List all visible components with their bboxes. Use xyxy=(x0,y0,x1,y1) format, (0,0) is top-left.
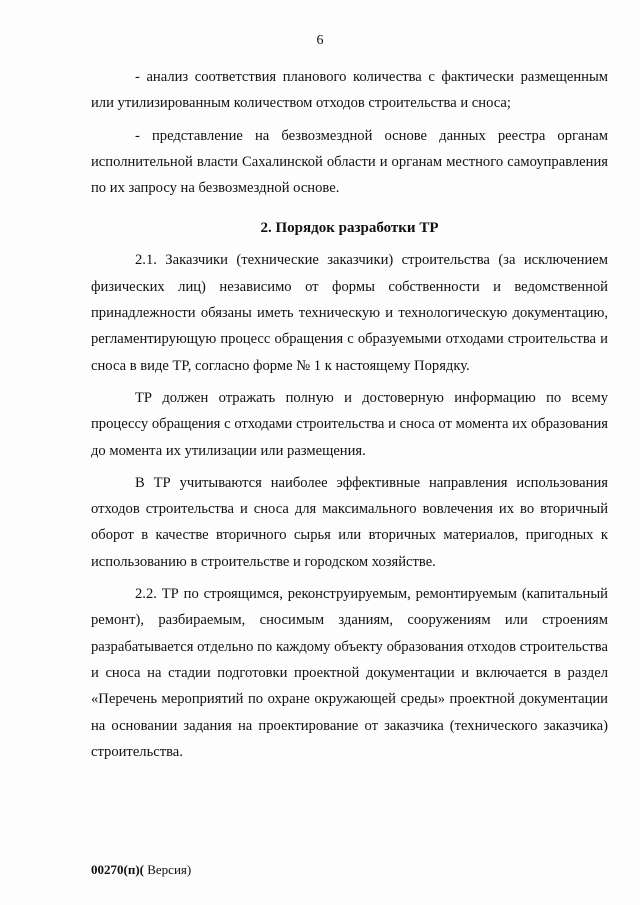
bullet-paragraph: - представление на безвозмездной основе данных реестра органам исполнительной власти Сахалинской области и органам местного самоуправления по их запросу на безвозмездной основе. xyxy=(91,127,608,197)
page-number: 6 xyxy=(316,33,324,48)
version-code: 00270(п)( xyxy=(91,862,144,877)
body-paragraph: 2.1. Заказчики (технические заказчики) строительства (за исключением физических лиц) независимо от формы собственности и ведомственной принадлежности обязаны иметь техническую и технологическую документацию, регламентирующую процесс обращения с образуемыми отходами строительства и сноса в виде ТР, согласно форме № 1 к настоящему Порядку. xyxy=(91,252,608,374)
bullet-paragraph: - анализ соответствия планового количества с фактически размещенным или утилизированным количеством отходов строительства и сноса; xyxy=(91,69,608,112)
version-label: Версия) xyxy=(143,862,192,877)
section-heading: 2. Порядок разработки ТР xyxy=(260,220,439,237)
body-paragraph: 2.2. ТР по строящимся, реконструируемым, ремонтируемым (капитальный ремонт), разбираемым, сносимым зданиям, сооружениям или строениям разрабатывается отдельно по каждому объекту образования отходов строительства и сноса на стадии подготовки проектной документации и включается в раздел «Перечень мероприятий по охране окружающей среды» проектной документации на основании задания на проектирование от заказчика (технического заказчика) строительства. xyxy=(91,586,608,760)
document-version-code xyxy=(91,862,191,878)
body-paragraph: ТР должен отражать полную и достоверную информацию по всему процессу обращения с отходами строительства и сноса от момента их образования до момента их утилизации или размещения. xyxy=(91,389,608,459)
document-body xyxy=(91,64,608,765)
body-paragraph: В ТР учитываются наиболее эффективные направления использования отходов строительства и сноса для максимального вовлечения их во вторичный оборот в качестве вторичного сырья или вторичных материалов, пригодных к использованию в строительстве и городском хозяйстве. xyxy=(91,474,608,570)
